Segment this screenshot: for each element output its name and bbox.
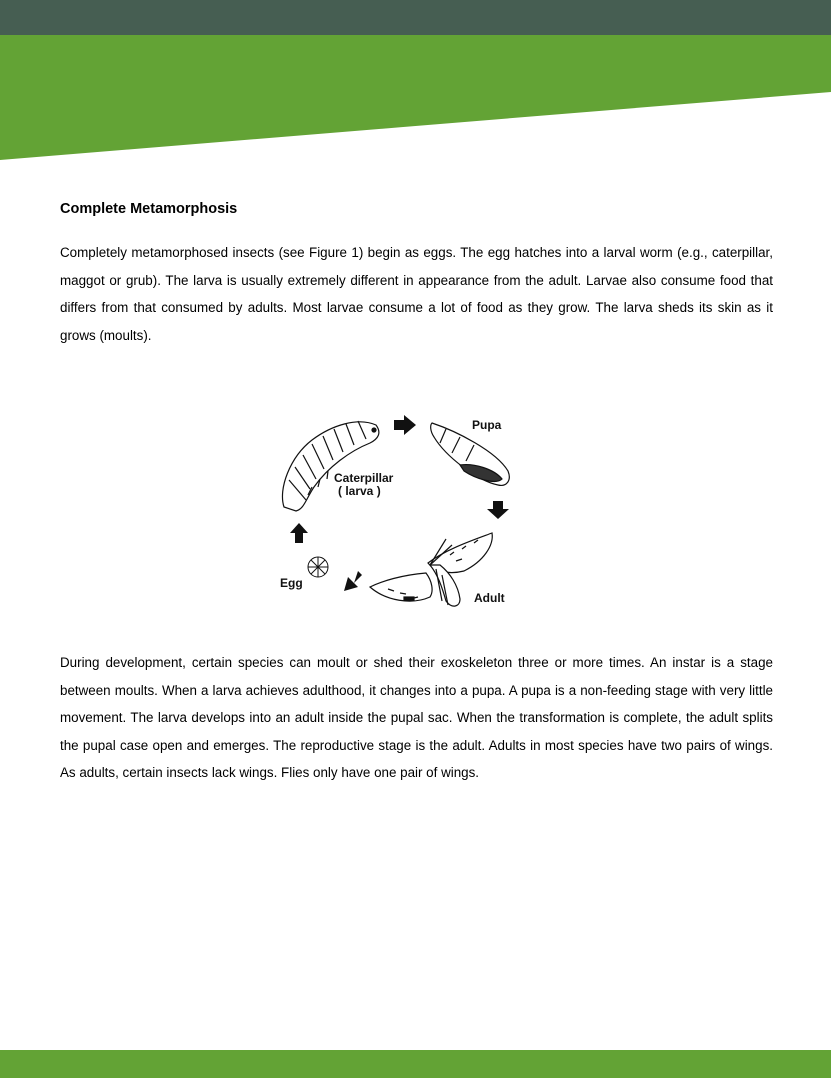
arrow-right-icon [394,415,416,435]
egg-label: Egg [280,576,303,590]
caterpillar-label: Caterpillar [334,471,394,485]
arrow-left-down-icon [344,571,362,591]
adult-label: Adult [474,591,505,605]
arrow-up-icon [290,523,308,543]
content [60,198,773,349]
life-cycle-figure [270,405,530,615]
footer-bar [0,1050,831,1078]
header-bar [0,0,831,36]
paragraph-2: During development, certain species can moult or shed their exoskeleton three or more times. An instar is a stage between moults. When a larva achieves adulthood, it changes into a pupa. A pupa is a non-feeding stage with very little movement. The larva develops into an adult inside the pupal sac. When the transformation is complete, the adult splits the pupal case open and emerges. The reproductive stage is the adult. Adults in most species have two pairs of wings. As adults, certain insects lack wings. Flies only have one pair of wings. [60,655,773,781]
paragraph-2-container [60,649,773,787]
egg-illustration [308,557,328,577]
pupa-illustration [431,423,510,485]
paragraph-1: Completely metamorphosed insects (see Figure 1) begin as eggs. The egg hatches into a larval worm (e.g., caterpillar, maggot or grub). The larva is usually extremely different in appearance from the adult. Larvae also consume food that differs from that consumed by adults. Most larvae consume a lot of food as they grow. The larva sheds its skin as it grows (moults). [60,245,773,343]
larva-label: ( larva ) [338,484,381,498]
pupa-label: Pupa [472,418,502,432]
life-cycle-diagram [270,405,530,615]
header-wedge [0,35,831,161]
arrow-down-icon [487,501,509,519]
section-title: Complete Metamorphosis [60,201,238,217]
